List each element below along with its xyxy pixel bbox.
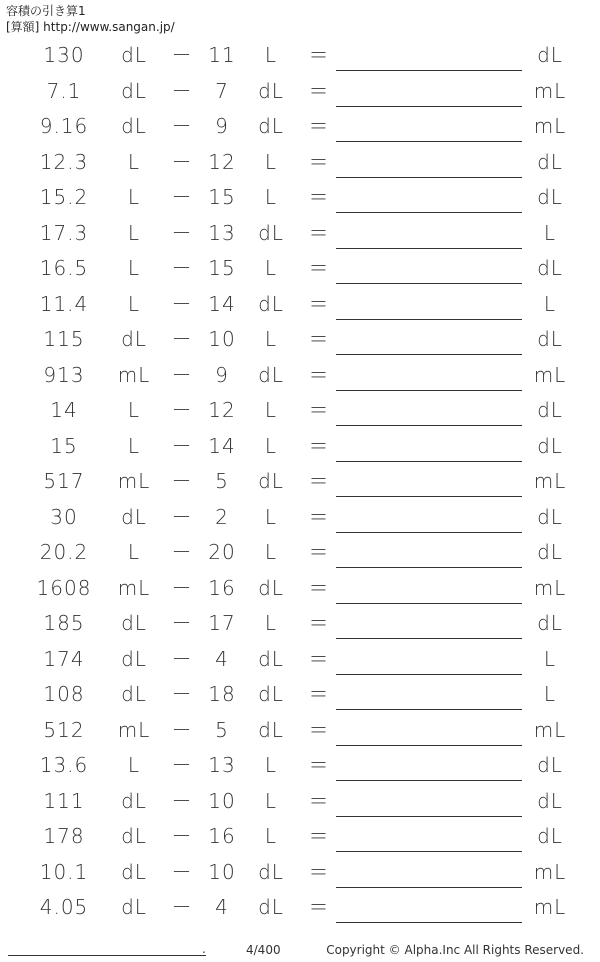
problem-row: [0, 358, 600, 394]
page-number: 4/400: [246, 943, 281, 957]
minus-sign: －: [171, 717, 193, 742]
minuend-unit: mL: [117, 575, 151, 600]
minus-sign: －: [171, 291, 193, 316]
name-dot: .: [202, 942, 206, 956]
minuend-unit: dL: [121, 504, 147, 529]
equals-sign: ＝: [308, 256, 330, 280]
minuend-unit: L: [127, 220, 141, 245]
minuend-unit: L: [127, 291, 141, 316]
answer-blank[interactable]: [336, 709, 522, 710]
minus-sign: －: [171, 788, 193, 813]
subtrahend-unit: dL: [258, 859, 284, 884]
problem-row: [0, 535, 600, 571]
answer-blank[interactable]: [336, 780, 522, 781]
minuend-value: 16.5: [39, 256, 89, 280]
minus-sign: －: [171, 43, 193, 67]
minuend-value: 108: [43, 682, 85, 706]
problem-list: [0, 38, 600, 926]
minuend-unit: mL: [117, 469, 151, 493]
answer-blank[interactable]: [336, 354, 522, 355]
minuend-unit: L: [127, 433, 141, 458]
answer-unit: mL: [533, 717, 567, 742]
subtrahend-unit: L: [264, 43, 278, 67]
problem-row: [0, 251, 600, 287]
equals-sign: ＝: [308, 433, 330, 458]
equals-sign: ＝: [308, 611, 330, 635]
equals-sign: ＝: [308, 291, 330, 316]
answer-blank[interactable]: [336, 425, 522, 426]
minuend-unit: dL: [121, 824, 147, 848]
answer-unit: dL: [537, 398, 563, 422]
equals-sign: ＝: [308, 824, 330, 848]
answer-unit: mL: [533, 895, 567, 919]
minuend-value: 512: [43, 717, 85, 742]
minuend-unit: mL: [117, 362, 151, 387]
subtrahend-value: 10: [208, 859, 236, 884]
copyright-notice: Copyright © Alpha.Inc All Rights Reserved.: [326, 943, 584, 957]
subtrahend-unit: L: [264, 824, 278, 848]
name-write-line[interactable]: [8, 955, 206, 956]
problem-row: [0, 784, 600, 820]
answer-blank[interactable]: [336, 283, 522, 284]
equals-sign: ＝: [308, 398, 330, 422]
answer-blank[interactable]: [336, 390, 522, 391]
answer-unit: dL: [537, 611, 563, 635]
worksheet-header: [6, 3, 175, 35]
minuend-unit: dL: [121, 646, 147, 671]
equals-sign: ＝: [308, 362, 330, 387]
subtrahend-unit: L: [264, 540, 278, 564]
answer-blank[interactable]: [336, 851, 522, 852]
source-url[interactable]: [算額] http://www.sangan.jp/: [6, 20, 175, 34]
answer-blank[interactable]: [336, 70, 522, 71]
answer-unit: dL: [537, 149, 563, 174]
subtrahend-value: 13: [208, 753, 236, 777]
equals-sign: ＝: [308, 540, 330, 564]
subtrahend-unit: dL: [258, 114, 284, 138]
subtrahend-value: 5: [215, 469, 229, 493]
problem-row: [0, 571, 600, 607]
equals-sign: ＝: [308, 717, 330, 742]
minus-sign: －: [171, 753, 193, 777]
subtrahend-unit: dL: [258, 78, 284, 103]
problem-row: [0, 606, 600, 642]
answer-blank[interactable]: [336, 319, 522, 320]
minus-sign: －: [171, 327, 193, 351]
answer-unit: dL: [537, 43, 563, 67]
problem-row: [0, 322, 600, 358]
subtrahend-value: 20: [208, 540, 236, 564]
answer-unit: dL: [537, 753, 563, 777]
answer-blank[interactable]: [336, 816, 522, 817]
answer-unit: dL: [537, 256, 563, 280]
subtrahend-unit: dL: [258, 291, 284, 316]
answer-unit: mL: [533, 78, 567, 103]
problem-row: [0, 642, 600, 678]
minuend-unit: L: [127, 540, 141, 564]
answer-blank[interactable]: [336, 603, 522, 604]
minuend-value: 517: [43, 469, 85, 493]
answer-blank[interactable]: [336, 887, 522, 888]
subtrahend-value: 12: [208, 398, 236, 422]
minuend-unit: mL: [117, 717, 151, 742]
problem-row: [0, 109, 600, 145]
problem-row: [0, 393, 600, 429]
problem-row: [0, 145, 600, 181]
minuend-unit: dL: [121, 895, 147, 919]
minuend-value: 30: [50, 504, 78, 529]
subtrahend-value: 2: [215, 504, 229, 529]
minus-sign: －: [171, 469, 193, 493]
answer-blank[interactable]: [336, 212, 522, 213]
problem-row: [0, 74, 600, 110]
answer-unit: L: [543, 682, 557, 706]
subtrahend-value: 10: [208, 327, 236, 351]
subtrahend-value: 9: [215, 362, 229, 387]
minus-sign: －: [171, 575, 193, 600]
minuend-unit: L: [127, 753, 141, 777]
answer-unit: dL: [537, 824, 563, 848]
minus-sign: －: [171, 682, 193, 706]
equals-sign: ＝: [308, 220, 330, 245]
minuend-unit: dL: [121, 788, 147, 813]
problem-row: [0, 890, 600, 926]
subtrahend-unit: dL: [258, 362, 284, 387]
minuend-unit: dL: [121, 859, 147, 884]
minuend-value: 17.3: [39, 220, 89, 245]
minuend-value: 7.1: [46, 78, 82, 103]
minuend-unit: dL: [121, 114, 147, 138]
problem-row: [0, 216, 600, 252]
minuend-value: 11.4: [39, 291, 89, 316]
subtrahend-unit: L: [264, 433, 278, 458]
subtrahend-unit: L: [264, 149, 278, 174]
subtrahend-unit: L: [264, 611, 278, 635]
answer-unit: dL: [537, 504, 563, 529]
minus-sign: －: [171, 824, 193, 848]
answer-unit: L: [543, 291, 557, 316]
subtrahend-unit: L: [264, 256, 278, 280]
minus-sign: －: [171, 540, 193, 564]
minus-sign: －: [171, 114, 193, 138]
subtrahend-value: 15: [208, 256, 236, 280]
subtrahend-value: 9: [215, 114, 229, 138]
answer-unit: mL: [533, 575, 567, 600]
answer-unit: dL: [537, 433, 563, 458]
minuend-unit: dL: [121, 327, 147, 351]
minuend-value: 12.3: [39, 149, 89, 174]
answer-unit: mL: [533, 362, 567, 387]
equals-sign: ＝: [308, 327, 330, 351]
minuend-value: 13.6: [39, 753, 89, 777]
answer-unit: mL: [533, 114, 567, 138]
answer-blank[interactable]: [336, 567, 522, 568]
subtrahend-unit: L: [264, 788, 278, 813]
problem-row: [0, 429, 600, 465]
minuend-value: 14: [50, 398, 78, 422]
subtrahend-value: 5: [215, 717, 229, 742]
subtrahend-value: 16: [208, 824, 236, 848]
problem-row: [0, 180, 600, 216]
minuend-unit: L: [127, 398, 141, 422]
subtrahend-unit: dL: [258, 646, 284, 671]
problem-row: [0, 500, 600, 536]
equals-sign: ＝: [308, 788, 330, 813]
minuend-unit: dL: [121, 78, 147, 103]
subtrahend-value: 4: [215, 895, 229, 919]
minuend-unit: L: [127, 149, 141, 174]
minuend-value: 115: [43, 327, 85, 351]
answer-blank[interactable]: [336, 532, 522, 533]
answer-unit: mL: [533, 469, 567, 493]
minus-sign: －: [171, 859, 193, 884]
answer-unit: dL: [537, 185, 563, 209]
subtrahend-unit: dL: [258, 717, 284, 742]
answer-blank[interactable]: [336, 638, 522, 639]
subtrahend-unit: dL: [258, 469, 284, 493]
answer-blank[interactable]: [336, 106, 522, 107]
minuend-value: 174: [43, 646, 85, 671]
minuend-value: 185: [43, 611, 85, 635]
answer-unit: L: [543, 646, 557, 671]
minuend-unit: L: [127, 256, 141, 280]
subtrahend-unit: L: [264, 327, 278, 351]
minuend-unit: dL: [121, 43, 147, 67]
equals-sign: ＝: [308, 114, 330, 138]
equals-sign: ＝: [308, 753, 330, 777]
equals-sign: ＝: [308, 646, 330, 671]
minus-sign: －: [171, 433, 193, 458]
subtrahend-unit: L: [264, 185, 278, 209]
problem-row: [0, 855, 600, 891]
equals-sign: ＝: [308, 43, 330, 67]
minuend-value: 15: [50, 433, 78, 458]
minuend-value: 9.16: [39, 114, 89, 138]
minus-sign: －: [171, 78, 193, 103]
minuend-value: 10.1: [39, 859, 89, 884]
subtrahend-value: 16: [208, 575, 236, 600]
answer-unit: L: [543, 220, 557, 245]
equals-sign: ＝: [308, 185, 330, 209]
problem-row: [0, 677, 600, 713]
subtrahend-unit: L: [264, 753, 278, 777]
subtrahend-value: 14: [208, 433, 236, 458]
subtrahend-value: 15: [208, 185, 236, 209]
minus-sign: －: [171, 646, 193, 671]
subtrahend-unit: dL: [258, 575, 284, 600]
subtrahend-value: 14: [208, 291, 236, 316]
minuend-value: 130: [43, 43, 85, 67]
minuend-value: 111: [43, 788, 85, 813]
subtrahend-value: 17: [208, 611, 236, 635]
answer-unit: dL: [537, 788, 563, 813]
minus-sign: －: [171, 256, 193, 280]
answer-blank[interactable]: [336, 177, 522, 178]
answer-unit: dL: [537, 540, 563, 564]
equals-sign: ＝: [308, 469, 330, 493]
minus-sign: －: [171, 220, 193, 245]
minuend-value: 15.2: [39, 185, 89, 209]
answer-blank[interactable]: [336, 141, 522, 142]
minus-sign: －: [171, 504, 193, 529]
equals-sign: ＝: [308, 504, 330, 529]
minus-sign: －: [171, 611, 193, 635]
minus-sign: －: [171, 185, 193, 209]
subtrahend-unit: L: [264, 398, 278, 422]
answer-unit: dL: [537, 327, 563, 351]
subtrahend-value: 12: [208, 149, 236, 174]
subtrahend-value: 13: [208, 220, 236, 245]
problem-row: [0, 287, 600, 323]
minuend-unit: dL: [121, 682, 147, 706]
subtrahend-value: 11: [208, 43, 236, 67]
subtrahend-value: 7: [215, 78, 229, 103]
minuend-value: 4.05: [39, 895, 89, 919]
equals-sign: ＝: [308, 78, 330, 103]
answer-blank[interactable]: [336, 496, 522, 497]
answer-blank[interactable]: [336, 922, 522, 923]
subtrahend-unit: dL: [258, 895, 284, 919]
equals-sign: ＝: [308, 575, 330, 600]
problem-row: [0, 748, 600, 784]
minuend-value: 20.2: [39, 540, 89, 564]
problem-row: [0, 819, 600, 855]
answer-blank[interactable]: [336, 461, 522, 462]
answer-blank[interactable]: [336, 745, 522, 746]
minus-sign: －: [171, 149, 193, 174]
minus-sign: －: [171, 398, 193, 422]
subtrahend-unit: L: [264, 504, 278, 529]
answer-blank[interactable]: [336, 248, 522, 249]
minuend-value: 913: [43, 362, 85, 387]
footer: [0, 938, 600, 962]
problem-row: [0, 713, 600, 749]
equals-sign: ＝: [308, 682, 330, 706]
equals-sign: ＝: [308, 859, 330, 884]
minus-sign: －: [171, 362, 193, 387]
minuend-unit: L: [127, 185, 141, 209]
minuend-unit: dL: [121, 611, 147, 635]
subtrahend-value: 10: [208, 788, 236, 813]
subtrahend-unit: dL: [258, 682, 284, 706]
minuend-value: 1608: [36, 575, 92, 600]
answer-unit: mL: [533, 859, 567, 884]
subtrahend-value: 4: [215, 646, 229, 671]
problem-row: [0, 464, 600, 500]
equals-sign: ＝: [308, 895, 330, 919]
subtrahend-unit: dL: [258, 220, 284, 245]
equals-sign: ＝: [308, 149, 330, 174]
minus-sign: －: [171, 895, 193, 919]
worksheet-title: 容積の引き算1: [6, 4, 86, 18]
minuend-value: 178: [43, 824, 85, 848]
problem-row: [0, 38, 600, 74]
answer-blank[interactable]: [336, 674, 522, 675]
subtrahend-value: 18: [208, 682, 236, 706]
